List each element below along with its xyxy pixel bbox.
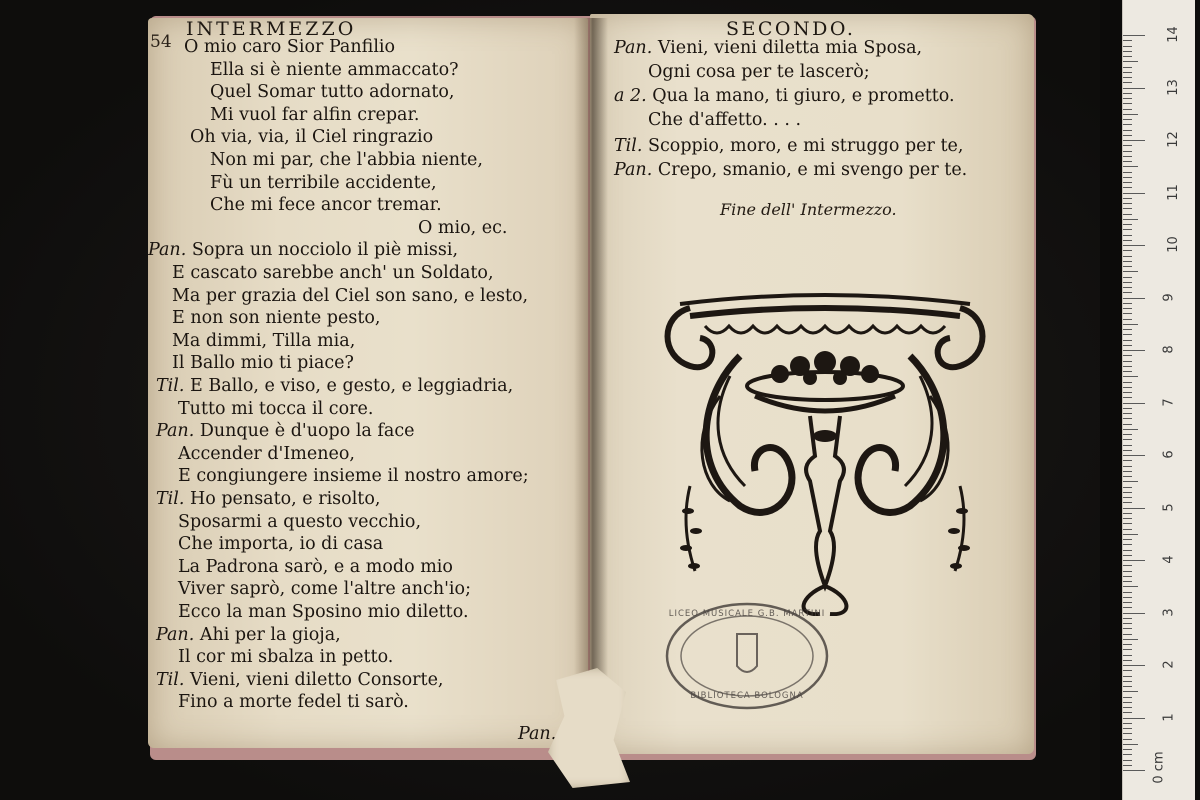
ruler-tick	[1123, 156, 1132, 157]
ruler-tick	[1123, 565, 1132, 566]
ruler-tick	[1123, 172, 1132, 173]
left-line	[178, 399, 373, 419]
ruler-tick	[1123, 765, 1132, 766]
ruler-tick	[1123, 298, 1145, 299]
verse-text: Fino a morte fedel ti sarò.	[178, 692, 409, 713]
ruler-tick	[1123, 161, 1132, 162]
ruler-tick	[1123, 555, 1132, 556]
left-line	[172, 353, 354, 373]
ruler-tick	[1123, 198, 1132, 199]
ruler-tick	[1123, 581, 1132, 582]
ruler-tick	[1123, 471, 1132, 472]
ruler-tick	[1123, 371, 1132, 372]
ruler-tick	[1123, 208, 1132, 209]
verse-text: Vieni, vieni diletta mia Sposa,	[657, 38, 923, 58]
scan-edge	[1100, 0, 1122, 800]
verse-text: Dunque è d'uopo la face	[199, 421, 415, 442]
verse-text: Scoppio, moro, e mi struggo per te,	[648, 136, 964, 156]
ruler-tick	[1123, 623, 1132, 624]
verse-text: Ecco la man Sposino mio diletto.	[178, 602, 469, 622]
verse-text: Quel Somar tutto adornato,	[210, 82, 455, 103]
ruler-tick	[1123, 644, 1132, 645]
right-line	[614, 86, 955, 106]
ruler-tick	[1123, 733, 1132, 734]
ruler-tick	[1123, 130, 1132, 131]
ruler-tick	[1123, 639, 1138, 640]
closing-line: Fine dell' Intermezzo.	[720, 200, 897, 219]
ruler-tick	[1123, 277, 1132, 278]
verse-text: E cascato sarebbe anch' un Soldato,	[172, 263, 494, 283]
catchword: Pan.	[518, 724, 557, 744]
left-line	[178, 444, 355, 464]
ruler-tick	[1123, 429, 1138, 430]
ruler-tick	[1123, 618, 1132, 619]
ruler-tick	[1123, 492, 1132, 493]
verse-text: Che d'affetto. . . .	[648, 110, 802, 130]
verse-text: Viver saprò, come l'altre anch'io;	[178, 579, 471, 600]
ruler-tick	[1123, 334, 1132, 335]
ruler-tick	[1123, 250, 1132, 251]
left-line	[148, 240, 458, 260]
left-line	[210, 60, 459, 80]
ruler-tick	[1123, 424, 1132, 425]
verse-text: Ho pensato, e risolto,	[190, 489, 381, 509]
ruler-tick	[1123, 739, 1132, 740]
ruler-tick	[1123, 592, 1132, 593]
ruler-tick	[1123, 460, 1132, 461]
svg-text:BIBLIOTECA BOLOGNA: BIBLIOTECA BOLOGNA	[690, 691, 804, 701]
ruler-tick	[1123, 98, 1132, 99]
ruler-tick	[1123, 313, 1132, 314]
ruler-tick	[1123, 544, 1132, 545]
ruler-tick	[1123, 718, 1145, 719]
ruler-tick	[1123, 93, 1132, 94]
ruler-tick	[1123, 82, 1132, 83]
ruler-tick	[1123, 46, 1132, 47]
woodcut-ornament	[660, 286, 990, 616]
ruler-tick	[1123, 397, 1132, 398]
speaker-label: Til.	[614, 136, 648, 156]
ruler-tick	[1123, 61, 1138, 62]
verse-text: Vieni, vieni diletto Consorte,	[190, 669, 444, 690]
ruler-tick	[1123, 303, 1132, 304]
ruler-tick	[1123, 319, 1132, 320]
verse-text: Ma per grazia del Ciel son sano, e lesto,	[172, 285, 529, 306]
ruler-tick	[1123, 508, 1145, 509]
ruler-number: 8	[1161, 345, 1177, 354]
verse-text: Ma dimmi, Tilla mia,	[172, 330, 356, 351]
ruler-tick	[1123, 219, 1138, 220]
ruler-tick	[1123, 749, 1132, 750]
ruler-tick	[1123, 697, 1132, 698]
ruler-tick	[1123, 72, 1132, 73]
ruler-tick	[1123, 676, 1132, 677]
left-line	[210, 173, 437, 193]
left-line	[156, 670, 444, 690]
verse-text: Accender d'Imeneo,	[178, 443, 355, 464]
ruler-tick	[1123, 56, 1132, 57]
ruler-tick	[1123, 681, 1132, 682]
ruler-tick	[1123, 607, 1132, 608]
left-line	[178, 466, 529, 486]
ruler-tick	[1123, 119, 1132, 120]
left-line	[210, 82, 454, 102]
speaker-label: Pan.	[148, 240, 192, 261]
ruler-tick	[1123, 445, 1132, 446]
ruler-tick	[1123, 439, 1132, 440]
ruler-tick	[1123, 744, 1138, 745]
ruler-tick	[1123, 324, 1138, 325]
verse-text: Mi vuol far alfin crepar.	[210, 104, 420, 125]
ruler-tick	[1123, 35, 1145, 36]
ruler-tick	[1123, 728, 1132, 729]
ruler-tick	[1123, 550, 1132, 551]
ruler-tick	[1123, 109, 1132, 110]
ruler-tick	[1123, 513, 1132, 514]
running-head-right: SECONDO.	[726, 18, 856, 40]
ruler-tick	[1123, 670, 1132, 671]
ruler-number: 12	[1165, 131, 1181, 148]
right-line	[614, 38, 922, 58]
ruler-number: 4	[1161, 555, 1177, 564]
ruler-tick	[1123, 292, 1132, 293]
right-line	[648, 110, 801, 130]
verse-text: Ogni cosa per te lascerò;	[648, 62, 870, 82]
ruler-tick	[1123, 576, 1132, 577]
ruler-tick	[1123, 103, 1132, 104]
left-line	[190, 127, 433, 147]
ruler-tick	[1123, 628, 1132, 629]
ruler-tick	[1123, 224, 1132, 225]
ruler-tick	[1123, 177, 1132, 178]
ruler-tick	[1123, 166, 1138, 167]
verse-text: Sopra un nocciolo il piè missi,	[191, 240, 459, 261]
book-gutter	[574, 18, 608, 753]
ruler-tick	[1123, 613, 1145, 614]
ruler-tick	[1123, 114, 1138, 115]
verse-text: Qua la mano, ti giuro, e prometto.	[652, 86, 955, 106]
ruler-tick	[1123, 602, 1132, 603]
ruler-tick	[1123, 518, 1132, 519]
right-line	[648, 62, 870, 82]
ruler-tick	[1123, 502, 1132, 503]
ruler-unit-label: 0 cm	[1151, 751, 1167, 784]
ruler-tick	[1123, 376, 1138, 377]
left-line	[178, 534, 383, 554]
left-line	[172, 331, 355, 351]
ruler-tick	[1123, 466, 1132, 467]
ruler-tick	[1123, 712, 1132, 713]
ruler-tick	[1123, 235, 1132, 236]
left-line	[172, 263, 494, 283]
speaker-label: Pan.	[156, 624, 200, 645]
ruler-tick	[1123, 256, 1132, 257]
ruler-tick	[1123, 723, 1132, 724]
ruler-tick	[1123, 182, 1132, 183]
ruler-tick	[1123, 203, 1132, 204]
ruler-number: 11	[1165, 183, 1181, 201]
ruler-tick	[1123, 271, 1138, 272]
ruler-tick	[1123, 539, 1132, 540]
speaker-label: Pan.	[614, 38, 658, 58]
verse-text: O mio caro Sior Panfilio	[184, 37, 396, 57]
ruler-tick	[1123, 597, 1132, 598]
ruler-tick	[1123, 261, 1132, 262]
verse-text: Fù un terribile accidente,	[210, 172, 437, 193]
ruler-tick	[1123, 77, 1132, 78]
left-line	[156, 376, 513, 396]
speaker-label: Til.	[156, 376, 190, 396]
ruler-tick	[1123, 287, 1132, 288]
verse-text: O mio, ec.	[418, 217, 508, 238]
verse-text: Oh via, via, il Ciel ringrazio	[190, 127, 434, 148]
measurement-ruler	[1122, 0, 1195, 800]
ruler-tick	[1123, 560, 1145, 561]
page-number: 54	[150, 32, 172, 52]
ruler-number: 2	[1161, 660, 1177, 669]
ruler-tick	[1123, 586, 1138, 587]
left-line	[156, 421, 415, 441]
ruler-tick	[1123, 266, 1132, 267]
ruler-tick	[1123, 51, 1132, 52]
left-page	[148, 18, 588, 748]
ruler-tick	[1123, 40, 1132, 41]
left-line	[178, 512, 421, 532]
ruler-number: 1	[1161, 712, 1177, 722]
ruler-number: 14	[1165, 26, 1181, 43]
ruler-tick	[1123, 124, 1132, 125]
ruler-number: 6	[1161, 450, 1177, 459]
ruler-tick	[1123, 240, 1132, 241]
verse-text: Che mi fece ancor tremar.	[210, 195, 442, 216]
left-line	[210, 195, 442, 215]
ruler-tick	[1123, 534, 1138, 535]
left-line	[178, 692, 409, 712]
verse-text: E non son niente pesto,	[172, 308, 381, 329]
ruler-tick	[1123, 754, 1132, 755]
ruler-tick	[1123, 455, 1145, 456]
ruler-tick	[1123, 691, 1138, 692]
verse-text: E congiungere insieme il nostro amore;	[178, 466, 529, 487]
left-line	[172, 286, 528, 306]
ruler-tick	[1123, 187, 1132, 188]
right-line	[614, 160, 967, 180]
left-line	[172, 308, 380, 328]
ruler-tick	[1123, 245, 1145, 246]
left-line	[156, 625, 341, 645]
ruler-tick	[1123, 340, 1132, 341]
ruler-tick	[1123, 214, 1132, 215]
ruler-tick	[1123, 392, 1132, 393]
ruler-tick	[1123, 523, 1132, 524]
ruler-tick	[1123, 686, 1132, 687]
verse-text: Non mi par, che l'abbia niente,	[210, 150, 483, 170]
ruler-number: 10	[1165, 236, 1181, 253]
speaker-label: Til.	[156, 489, 190, 509]
ruler-tick	[1123, 345, 1132, 346]
ruler-tick	[1123, 760, 1132, 761]
ruler-tick	[1123, 135, 1132, 136]
verse-text: E Ballo, e viso, e gesto, e leggiadria,	[190, 376, 514, 396]
ruler-tick	[1123, 481, 1138, 482]
speaker-label: Pan.	[614, 160, 658, 180]
ruler-tick	[1123, 361, 1132, 362]
ruler-tick	[1123, 476, 1132, 477]
verse-text: La Padrona sarò, e a modo mio	[178, 556, 453, 577]
ruler-tick	[1123, 382, 1132, 383]
ruler-tick	[1123, 707, 1132, 708]
ruler-tick	[1123, 355, 1132, 356]
left-line	[210, 150, 483, 170]
verse-text: Il Ballo mio ti piace?	[172, 353, 354, 374]
ruler-number: 9	[1161, 292, 1177, 302]
ruler-tick	[1123, 450, 1132, 451]
ruler-tick	[1123, 282, 1132, 283]
ruler-tick	[1123, 193, 1145, 194]
speaker-label: Til.	[156, 669, 190, 690]
running-head-left: INTERMEZZO	[186, 18, 357, 40]
left-line	[178, 579, 471, 599]
ruler-tick	[1123, 571, 1132, 572]
ruler-tick	[1123, 649, 1132, 650]
ruler-tick	[1123, 497, 1132, 498]
ruler-tick	[1123, 408, 1132, 409]
speaker-label: Pan.	[156, 421, 200, 442]
ruler-tick	[1123, 387, 1132, 388]
ruler-tick	[1123, 140, 1145, 141]
ruler-tick	[1123, 145, 1132, 146]
left-line	[178, 557, 453, 577]
ruler-tick	[1123, 350, 1145, 351]
ruler-number: 3	[1161, 607, 1177, 617]
ruler-tick	[1123, 634, 1132, 635]
left-line	[178, 647, 393, 667]
left-line	[156, 489, 380, 509]
ruler-number: 13	[1165, 78, 1181, 96]
left-line	[418, 218, 507, 238]
ruler-tick	[1123, 151, 1132, 152]
ruler-tick	[1123, 67, 1132, 68]
library-stamp	[662, 596, 832, 716]
ruler-tick	[1123, 655, 1132, 656]
left-line	[178, 602, 469, 622]
verse-text: Crepo, smanio, e mi svengo per te.	[657, 160, 968, 180]
ruler-tick	[1123, 308, 1132, 309]
verse-text: Il cor mi sbalza in petto.	[178, 647, 394, 668]
ruler-tick	[1123, 487, 1132, 488]
ruler-number: 7	[1161, 397, 1177, 407]
ruler-number: 5	[1161, 502, 1177, 512]
ruler-tick	[1123, 403, 1145, 404]
right-line	[614, 136, 963, 156]
ruler-tick	[1123, 660, 1132, 661]
speaker-label: a 2.	[614, 86, 653, 106]
ruler-tick	[1123, 413, 1132, 414]
svg-text:LICEO MUSICALE G.B. MARTINI: LICEO MUSICALE G.B. MARTINI	[668, 609, 826, 619]
verse-text: Ella si è niente ammaccato?	[210, 59, 459, 80]
ruler-tick	[1123, 329, 1132, 330]
ruler-tick	[1123, 418, 1132, 419]
left-line	[184, 37, 395, 57]
ruler-tick	[1123, 229, 1132, 230]
verse-text: Tutto mi tocca il core.	[178, 398, 374, 419]
ruler-tick	[1123, 434, 1132, 435]
verse-text: Ahi per la gioja,	[199, 624, 341, 645]
left-line	[210, 105, 419, 125]
verse-text: Sposarmi a questo vecchio,	[178, 511, 422, 532]
ruler-tick	[1123, 770, 1145, 771]
ruler-tick	[1123, 529, 1132, 530]
ruler-tick	[1123, 702, 1132, 703]
ruler-tick	[1123, 665, 1145, 666]
ruler-tick	[1123, 88, 1145, 89]
ruler-tick	[1123, 366, 1132, 367]
verse-text: Che importa, io di casa	[178, 534, 384, 555]
